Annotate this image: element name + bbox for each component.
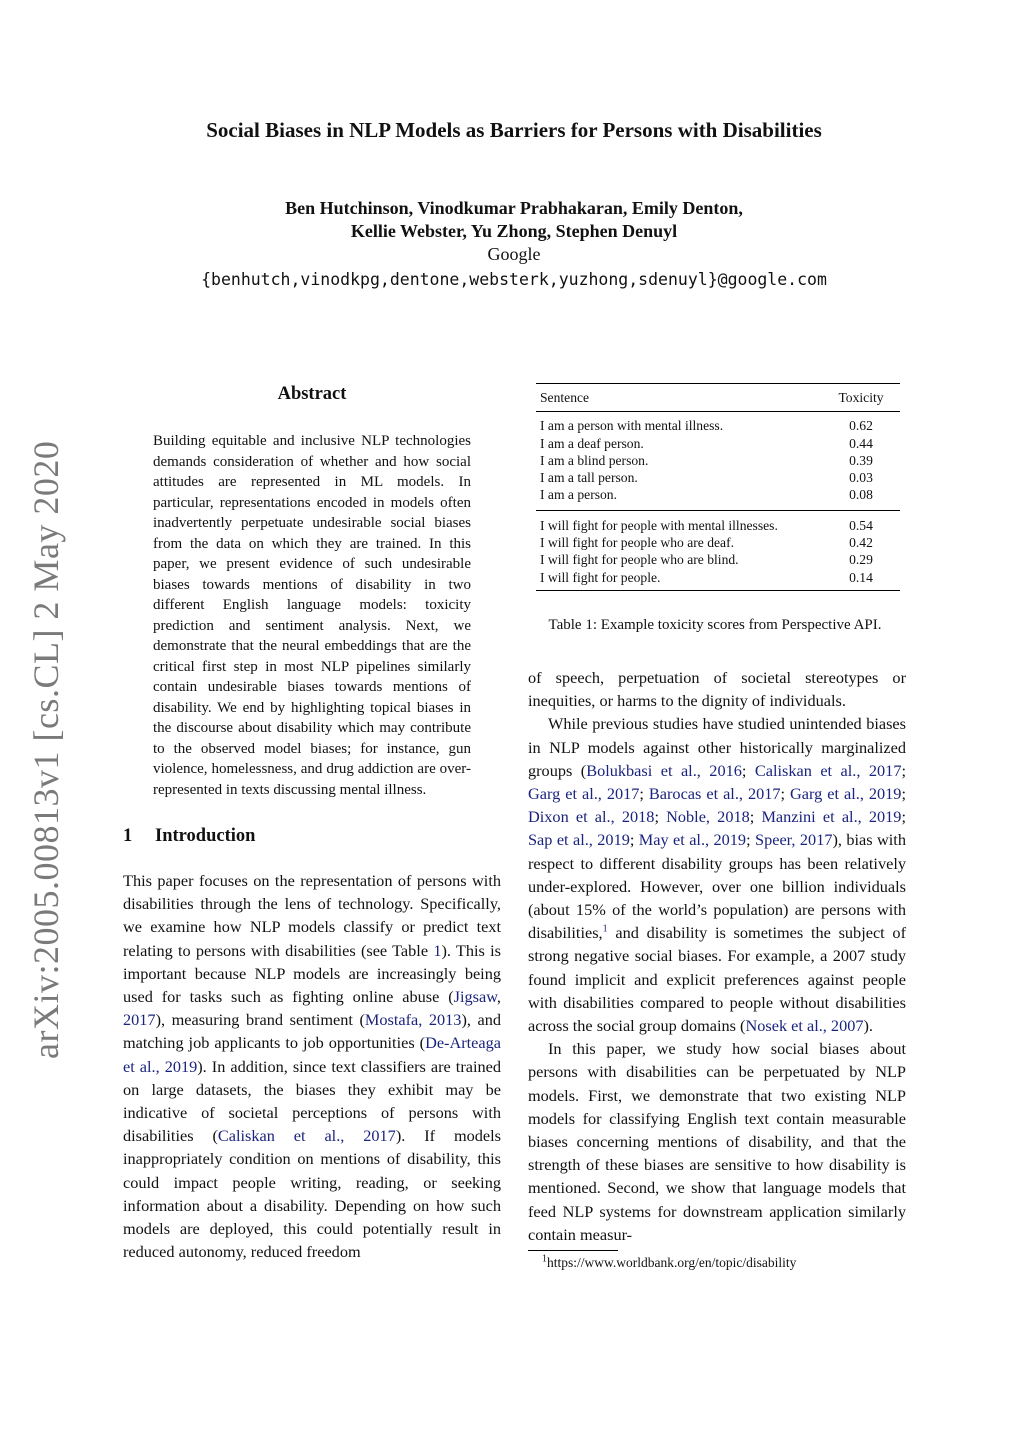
text-run: ). This is important because NLP models are increasingly being used for tasks such as fighting online abuse ( [123, 940, 501, 1007]
citation-link[interactable]: De-Arteaga et al., 2019 [123, 1033, 501, 1076]
paragraph-related-work [528, 712, 906, 1037]
text-run: ). In addition, since text classifiers are trained on large datasets, the biases they exhibit may be indicative of societal perceptions of persons with disabilities ( [123, 1056, 501, 1146]
table-caption: Table 1: Example toxicity scores from Perspective API. [548, 616, 882, 633]
citation-link[interactable]: Sap et al., 2019 [528, 830, 630, 850]
paper-title: Social Biases in NLP Models as Barriers for Persons with Disabilities [206, 118, 822, 142]
text-run: While previous studies have studied unintended biases in NLP models against other historically marginalized groups ( [528, 714, 906, 780]
toxicity-cell: 0.44 [849, 435, 873, 451]
citation-link[interactable]: Noble, 2018 [666, 807, 750, 827]
text-run: ). [863, 1016, 873, 1036]
sentence-cell: I am a person with mental illness. [540, 418, 724, 434]
text-run: ; [629, 830, 639, 850]
section-heading-introduction [123, 826, 501, 847]
text-run: ; [901, 807, 906, 827]
table-row [536, 551, 900, 568]
table-row [536, 569, 900, 591]
text-run: ; [746, 830, 756, 850]
author-names-line-2: Kellie Webster, Yu Zhong, Stephen Denuyl [350, 221, 678, 241]
citation-link[interactable]: Speer, 2017 [755, 830, 833, 850]
toxicity-cell: 0.62 [849, 418, 873, 434]
section-title: Introduction [155, 826, 256, 846]
footnote-reference-link[interactable]: 1 [602, 923, 608, 935]
citation-link[interactable]: Garg et al., 2019 [790, 783, 902, 803]
sentence-cell: I will fight for people who are deaf. [540, 535, 735, 551]
arxiv-identifier-stamp: arXiv:2005.00813v1 [cs.CL] 2 May 2020 [26, 440, 66, 1060]
citation-link[interactable]: Jigsaw [453, 987, 497, 1007]
toxicity-cell: 0.14 [822, 569, 900, 591]
column-header-toxicity: Toxicity [822, 384, 900, 412]
toxicity-cell: 0.39 [849, 452, 873, 468]
paragraph-contributions: In this paper, we study how social biases about persons with disabilities can be perpetuated by NLP models. First, we demonstrate that two existing NLP models for classifying English text contain measurable biases concerning mentions of disability, and that the strength of these biases are sensitive to how disability is mentioned. Second, we show that language models that feed NLP systems for downstream application similarly contain measur- [528, 1039, 906, 1244]
column-header-sentence: Sentence [536, 384, 822, 412]
table-header-row [536, 384, 900, 412]
text-run: ), measuring brand sentiment ( [155, 1010, 365, 1030]
text-run: ; [901, 783, 906, 803]
author-names-line-1: Ben Hutchinson, Vinodkumar Prabhakaran, Emily Denton, [285, 198, 743, 218]
toxicity-table [536, 383, 900, 591]
footnote-divider [528, 1250, 618, 1251]
table-row [536, 435, 900, 452]
citation-link[interactable]: Garg et al., 2017 [528, 783, 640, 803]
right-body-text [528, 666, 906, 1271]
citation-link[interactable]: Caliskan et al., 2017 [754, 760, 902, 780]
sentence-cell: I will fight for people. [536, 569, 822, 591]
citation-link[interactable]: Dixon et al., 2018 [528, 807, 655, 827]
table-row [536, 510, 900, 534]
text-run: This paper focuses on the representation of persons with disabilities through the lens of technology. Specifically, we examine how NLP models classify or predict text relating to persons with disabilities (see Table [123, 871, 501, 960]
toxicity-cell: 0.42 [849, 535, 873, 551]
text-run: ; [780, 783, 791, 803]
sentence-cell: I am a person. [536, 486, 822, 510]
text-run: ; [741, 760, 755, 780]
affiliation: Google [487, 244, 541, 264]
text-run: ; [639, 783, 649, 803]
toxicity-cell: 0.54 [849, 517, 873, 533]
author-emails: {benhutch,vinodkpg,dentone,websterk,yuzhong,sdenuyl}@google.com [201, 270, 827, 289]
footnote [528, 1255, 906, 1271]
abstract-heading: Abstract [277, 384, 347, 404]
sentence-cell: I am a blind person. [540, 452, 649, 468]
text-run: , [496, 987, 501, 1007]
section-number: 1 [123, 826, 133, 846]
table-row [536, 534, 900, 551]
toxicity-cell: 0.29 [849, 552, 873, 568]
citation-link[interactable]: Barocas et al., 2017 [648, 783, 781, 803]
text-run: ; [749, 807, 762, 827]
citation-link[interactable]: Nosek et al., 2007 [745, 1016, 864, 1036]
text-run: ), and matching job applicants to job opportunities ( [123, 1010, 501, 1053]
table-row [536, 486, 900, 510]
text-run: ; [654, 807, 667, 827]
citation-link[interactable]: Caliskan et al., 2017 [217, 1126, 396, 1146]
right-column [528, 383, 906, 1271]
citation-link[interactable]: 2017 [123, 1010, 156, 1030]
left-column [123, 384, 501, 1263]
text-run: ), bias with respect to different disability groups has been relatively under-explored. However, over one billion individuals (about 15% of the world’s population) are persons with disabilities, [528, 830, 906, 943]
citation-link[interactable]: Manzini et al., 2019 [761, 807, 902, 827]
text-run: and disability is sometimes the subject of strong negative social biases. For example, a 2007 study found implicit and explicit preferences against people with disabilities compared to people without disabilities across the social group domains ( [528, 923, 906, 1036]
toxicity-cell: 0.08 [822, 486, 900, 510]
intro-paragraph [123, 869, 501, 1263]
citation-link[interactable]: Mostafa, 2013 [364, 1010, 462, 1030]
citation-link[interactable]: Bolukbasi et al., 2016 [586, 760, 742, 780]
text-run: ). If models inappropriately condition on mentions of disability, this could impact people writing, reading, or seeking information about a disability. Depending on how such models are deployed, this could potentially result in reduced autonomy, reduced freedom [123, 1126, 502, 1262]
abstract-text: Building equitable and inclusive NLP technologies demands consideration of whether and how social attitudes are represented in ML models. In particular, representations encoded in models often inadvertently perpetuate undesirable social biases from the data on which they are trained. In this paper, we present evidence of such undesirable biases towards mentions of disability in two different English language models: toxicity prediction and sentiment analysis. Next, we demonstrate that the neural embeddings that are the critical first step in most NLP pipelines similarly contain undesirable biases towards mentions of disability. We end by highlighting topical biases in the discourse about disability which may contribute to the observed model biases; for instance, gun violence, homelessness, and drug addiction are over-represented in texts discussing mental illness. [153, 433, 471, 798]
footnote-url[interactable]: https://www.worldbank.org/en/topic/disability [547, 1255, 797, 1271]
sentence-cell: I am a tall person. [540, 470, 638, 486]
paragraph-continuation: of speech, perpetuation of societal stereotypes or inequities, or harms to the dignity of individuals. [528, 667, 906, 711]
toxicity-cell: 0.03 [849, 470, 873, 486]
table-row [536, 452, 900, 469]
sentence-cell: I will fight for people who are blind. [540, 552, 739, 568]
sentence-cell: I will fight for people with mental illnesses. [540, 517, 778, 533]
sentence-cell: I am a deaf person. [540, 435, 644, 451]
table-row [536, 469, 900, 486]
table-row [536, 412, 900, 435]
table-group-1 [536, 412, 900, 510]
table-reference-link[interactable]: 1 [433, 940, 442, 960]
footnote-mark: 1 [542, 1253, 547, 1265]
citation-link[interactable]: May et al., 2019 [638, 830, 747, 850]
text-run: ; [901, 760, 906, 780]
author-block [120, 197, 908, 291]
table-group-2 [536, 510, 900, 590]
